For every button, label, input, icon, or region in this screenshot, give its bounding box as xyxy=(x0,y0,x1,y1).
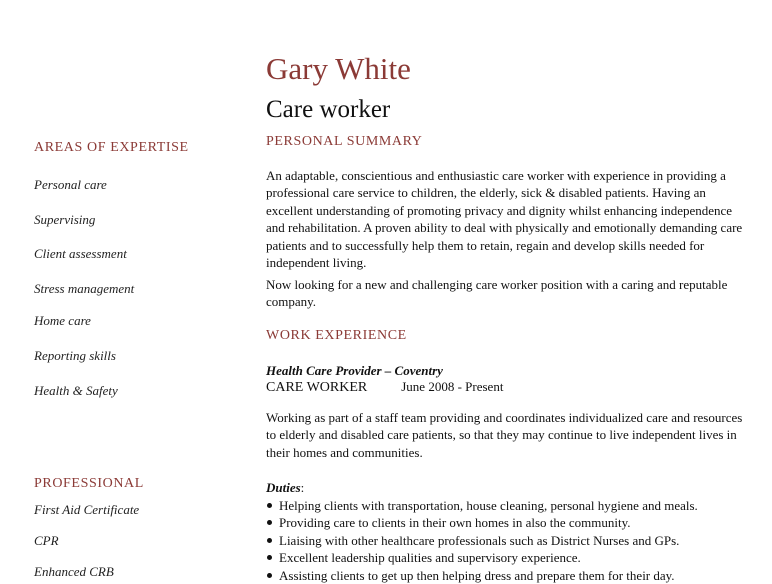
job-description: Working as part of a staff team providing and coordinates individualized care and resources to elderly and disabled care patients, so that they may continue to live independent lives in their homes and communities. xyxy=(266,410,743,460)
job-dates: June 2008 - Present xyxy=(401,379,504,394)
duty-text: Providing care to clients in their own homes in also the community. xyxy=(279,515,631,531)
expertise-item: Home care xyxy=(34,313,91,328)
bullet-icon xyxy=(267,538,272,543)
duties-label xyxy=(266,480,304,496)
bullet-icon xyxy=(267,520,272,525)
duty-item xyxy=(266,549,756,566)
duties-list xyxy=(266,497,756,584)
summary-paragraph: An adaptable, conscientious and enthusiastic care worker with experience in providing a professional care service to children, the elderly, sick & disabled patients. Having an excellent understanding of promoting privacy and dignity whilst enhancing independence and rehabilitation. A proven ability to deal with physically and emotionally demanding care patients and to successfully help them to retain, regain and develop skills needed for independent living. xyxy=(266,168,743,271)
duties-label-colon: : xyxy=(300,480,305,495)
employer-name: Health Care Provider – Coventry xyxy=(266,363,443,378)
duty-text: Excellent leadership qualities and supervisory experience. xyxy=(279,550,581,566)
bullet-icon xyxy=(267,573,272,578)
duty-item xyxy=(266,514,756,531)
bullet-icon xyxy=(267,555,272,560)
expertise-item: Stress management xyxy=(34,281,135,296)
professional-item: Enhanced CRB xyxy=(34,564,114,579)
summary-objective: Now looking for a new and challenging care worker position with a caring and reputable company. xyxy=(266,277,728,310)
job-line xyxy=(266,378,503,396)
expertise-item: Supervising xyxy=(34,212,96,227)
professional-heading: PROFESSIONAL xyxy=(34,476,144,491)
expertise-item: Health & Safety xyxy=(34,383,118,398)
job-title: Care worker xyxy=(266,96,391,123)
expertise-item: Reporting skills xyxy=(34,348,116,363)
summary-heading: PERSONAL SUMMARY xyxy=(266,134,423,149)
duties-label-text: Duties xyxy=(266,480,301,495)
expertise-item: Client assessment xyxy=(34,246,127,261)
duty-item xyxy=(266,567,756,584)
duty-text: Helping clients with transportation, house cleaning, personal hygiene and meals. xyxy=(279,498,698,513)
candidate-name: Gary White xyxy=(266,51,411,86)
professional-item: First Aid Certificate xyxy=(34,502,140,517)
job-position: CARE WORKER xyxy=(266,380,368,395)
expertise-item: Personal care xyxy=(34,177,107,192)
duty-item xyxy=(266,532,756,549)
bullet-icon xyxy=(267,503,272,508)
experience-heading: WORK EXPERIENCE xyxy=(266,328,407,343)
duty-text: Assisting clients to get up then helping dress and prepare them for their day. xyxy=(279,567,675,583)
duty-text: Liaising with other healthcare professionals such as District Nurses and GPs. xyxy=(279,532,680,548)
professional-item: CPR xyxy=(34,533,59,548)
duty-item xyxy=(266,497,756,514)
expertise-heading: AREAS OF EXPERTISE xyxy=(34,140,189,155)
